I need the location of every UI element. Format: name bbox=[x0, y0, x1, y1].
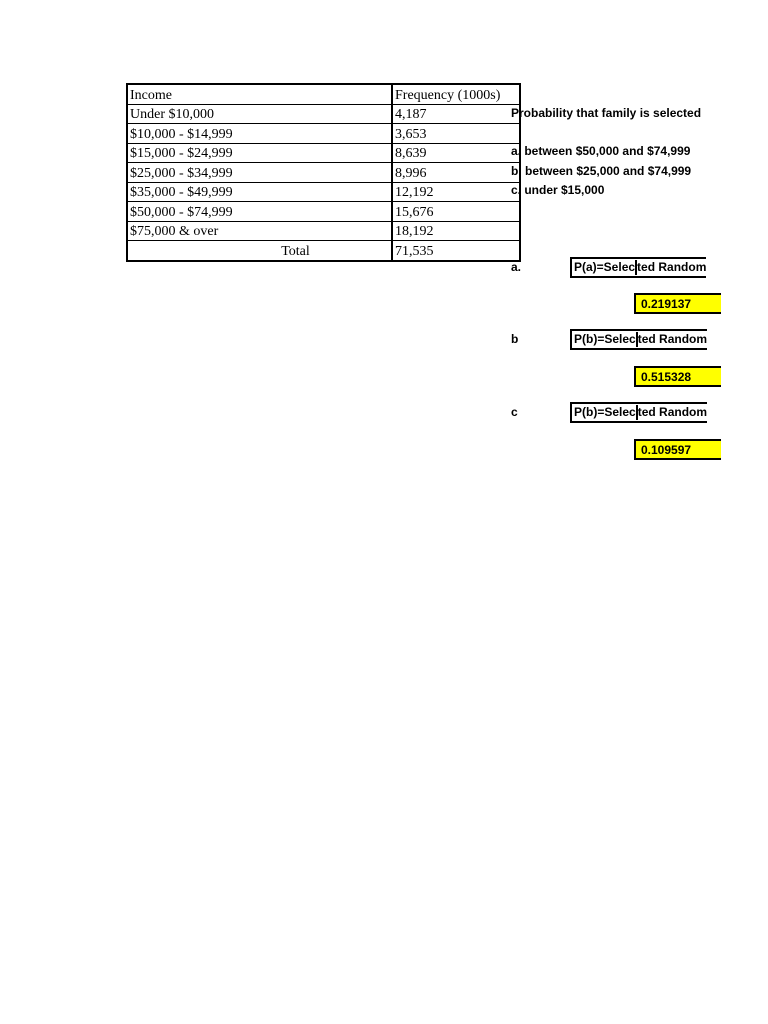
total-value[interactable]: 71,535 bbox=[392, 241, 520, 261]
answer-a-label[interactable]: a. bbox=[511, 260, 522, 274]
answer-b-value[interactable]: 0.515328 bbox=[634, 366, 721, 387]
answer-b-label[interactable]: b bbox=[511, 332, 519, 346]
answer-c-formula-part1: P(b)=Selec bbox=[574, 405, 636, 419]
answer-b-formula-cell[interactable] bbox=[570, 329, 707, 350]
answer-c-formula-part2: ted Random bbox=[637, 405, 708, 419]
answer-a-formula-part2: ted Random bbox=[637, 260, 707, 274]
frequency-cell[interactable]: 8,639 bbox=[392, 143, 520, 163]
answer-b-formula-part1: P(b)=Selec bbox=[574, 332, 636, 346]
header-income[interactable]: Income bbox=[127, 84, 392, 104]
income-cell[interactable]: $25,000 - $34,999 bbox=[127, 163, 392, 183]
total-label[interactable]: Total bbox=[127, 241, 392, 261]
frequency-cell[interactable]: 12,192 bbox=[392, 182, 520, 202]
answer-c-label[interactable]: c bbox=[511, 405, 518, 419]
answer-a-formula-cell[interactable] bbox=[570, 257, 706, 278]
header-frequency[interactable]: Frequency (1000s) bbox=[392, 84, 520, 104]
income-cell[interactable]: $10,000 - $14,999 bbox=[127, 124, 392, 144]
frequency-cell[interactable]: 15,676 bbox=[392, 202, 520, 222]
income-cell[interactable]: $50,000 - $74,999 bbox=[127, 202, 392, 222]
frequency-cell[interactable]: 3,653 bbox=[392, 124, 520, 144]
answer-c-value[interactable]: 0.109597 bbox=[634, 439, 721, 460]
answer-c-formula-cell[interactable] bbox=[570, 402, 707, 423]
frequency-cell[interactable]: 8,996 bbox=[392, 163, 520, 183]
problem-item-a[interactable]: a. between $50,000 and $74,999 bbox=[511, 144, 691, 158]
income-cell[interactable]: $75,000 & over bbox=[127, 221, 392, 241]
income-cell[interactable]: $15,000 - $24,999 bbox=[127, 143, 392, 163]
income-cell[interactable]: $35,000 - $49,999 bbox=[127, 182, 392, 202]
income-cell[interactable]: Under $10,000 bbox=[127, 104, 392, 124]
problem-item-b[interactable]: b. between $25,000 and $74,999 bbox=[511, 164, 692, 178]
answer-b-formula-part2: ted Random bbox=[637, 332, 708, 346]
frequency-cell[interactable]: 4,187 bbox=[392, 104, 520, 124]
frequency-cell[interactable]: 18,192 bbox=[392, 221, 520, 241]
problem-heading[interactable]: Probability that family is selected bbox=[511, 106, 702, 120]
problem-item-c[interactable]: c. under $15,000 bbox=[511, 183, 605, 197]
answer-a-value[interactable]: 0.219137 bbox=[634, 293, 721, 314]
answer-a-formula-part1: P(a)=Selec bbox=[574, 260, 636, 274]
